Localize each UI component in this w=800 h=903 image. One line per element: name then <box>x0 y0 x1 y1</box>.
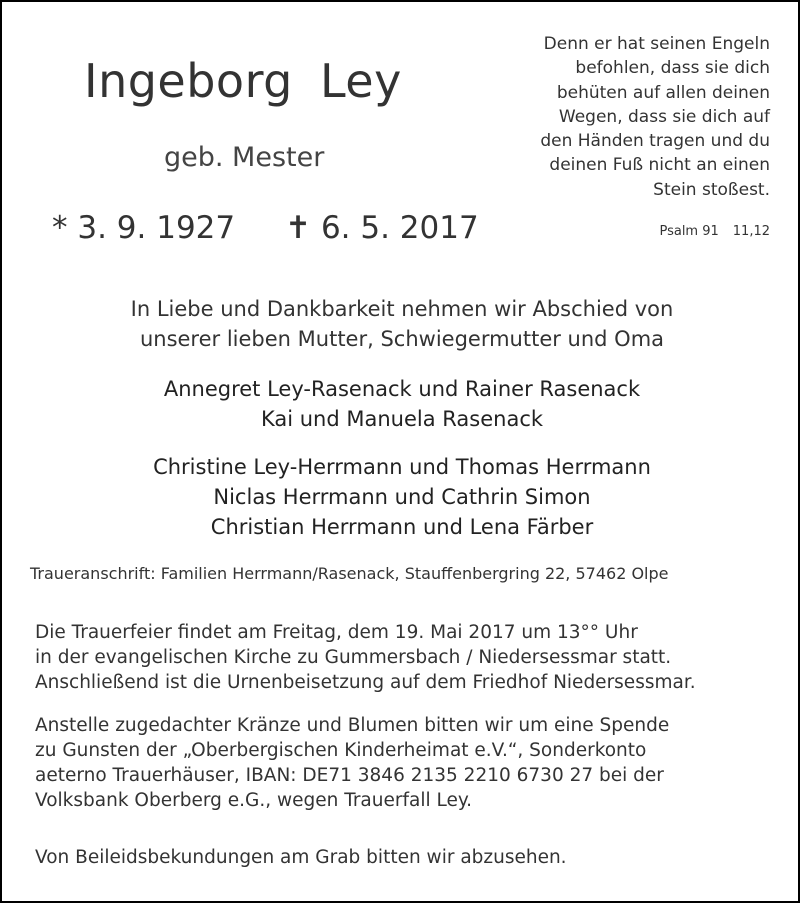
verse-line: befohlen, dass sie dich <box>575 58 770 79</box>
family-line: Annegret Ley-Rasenack und Rainer Rasenack <box>163 377 641 401</box>
intro-line: In Liebe und Dankbarkeit nehmen wir Abschied von <box>130 297 674 321</box>
verse-line: Wegen, dass sie dich auf <box>558 106 770 127</box>
deceased-name: Ingeborg Ley <box>84 54 402 108</box>
paragraph-line: Anschließend ist die Urnenbeisetzung auf dem Friedhof Niedersessmar. <box>35 672 696 693</box>
bible-verse <box>470 32 770 202</box>
verse-source-book: Psalm 91 <box>659 224 719 239</box>
paragraph-line: aeterno Trauerhäuser, IBAN: DE71 3846 2135 2210 6730 27 bei der <box>35 765 664 786</box>
paragraph-line: Anstelle zugedachter Kränze und Blumen bitten wir um eine Spende <box>35 715 670 736</box>
verse-line: behüten auf allen deinen <box>556 82 770 103</box>
verse-source-number: 11,12 <box>732 224 770 239</box>
birth-date: * 3. 9. 1927 <box>52 210 236 246</box>
family-line: Kai und Manuela Rasenack <box>260 407 544 431</box>
life-dates <box>52 210 479 246</box>
maiden-name: geb. Mester <box>164 142 325 173</box>
paragraph-line: in der evangelischen Kirche zu Gummersbach / Niedersessmar statt. <box>35 647 672 668</box>
verse-line: den Händen tragen und du <box>540 131 770 152</box>
donation-paragraph <box>35 713 669 813</box>
verse-source <box>659 224 770 239</box>
verse-line: Denn er hat seinen Engeln <box>543 34 770 54</box>
paragraph-line: Die Trauerfeier findet am Freitag, dem 19. Mai 2017 um 13°° Uhr <box>35 622 638 643</box>
paragraph-line: zu Gunsten der „Oberbergischen Kinderheimat e.V.“, Sonderkonto <box>35 740 647 761</box>
intro-line: unserer lieben Mutter, Schwiegermutter und Oma <box>139 327 665 351</box>
funeral-info-paragraph <box>35 620 696 695</box>
paragraph-line: Volksbank Oberberg e.G., wegen Trauerfall Ley. <box>35 790 473 811</box>
farewell-intro <box>2 294 800 354</box>
verse-line: Stein stoßest. <box>653 179 770 200</box>
paragraph-line: Von Beileidsbekundungen am Grab bitten wir abzusehen. <box>35 847 567 868</box>
family-group-1 <box>2 374 800 434</box>
mourning-address: Traueranschrift: Familien Herrmann/Rasenack, Stauffenbergring 22, 57462 Olpe <box>30 564 669 583</box>
family-line: Niclas Herrmann und Cathrin Simon <box>213 485 591 509</box>
death-date: ✝ 6. 5. 2017 <box>285 210 479 246</box>
family-group-2 <box>2 452 800 542</box>
family-line: Christine Ley-Herrmann und Thomas Herrmann <box>153 455 651 479</box>
condolence-note <box>35 845 567 870</box>
verse-line: deinen Fuß nicht an einen <box>549 155 770 176</box>
family-line: Christian Herrmann und Lena Färber <box>210 515 594 539</box>
